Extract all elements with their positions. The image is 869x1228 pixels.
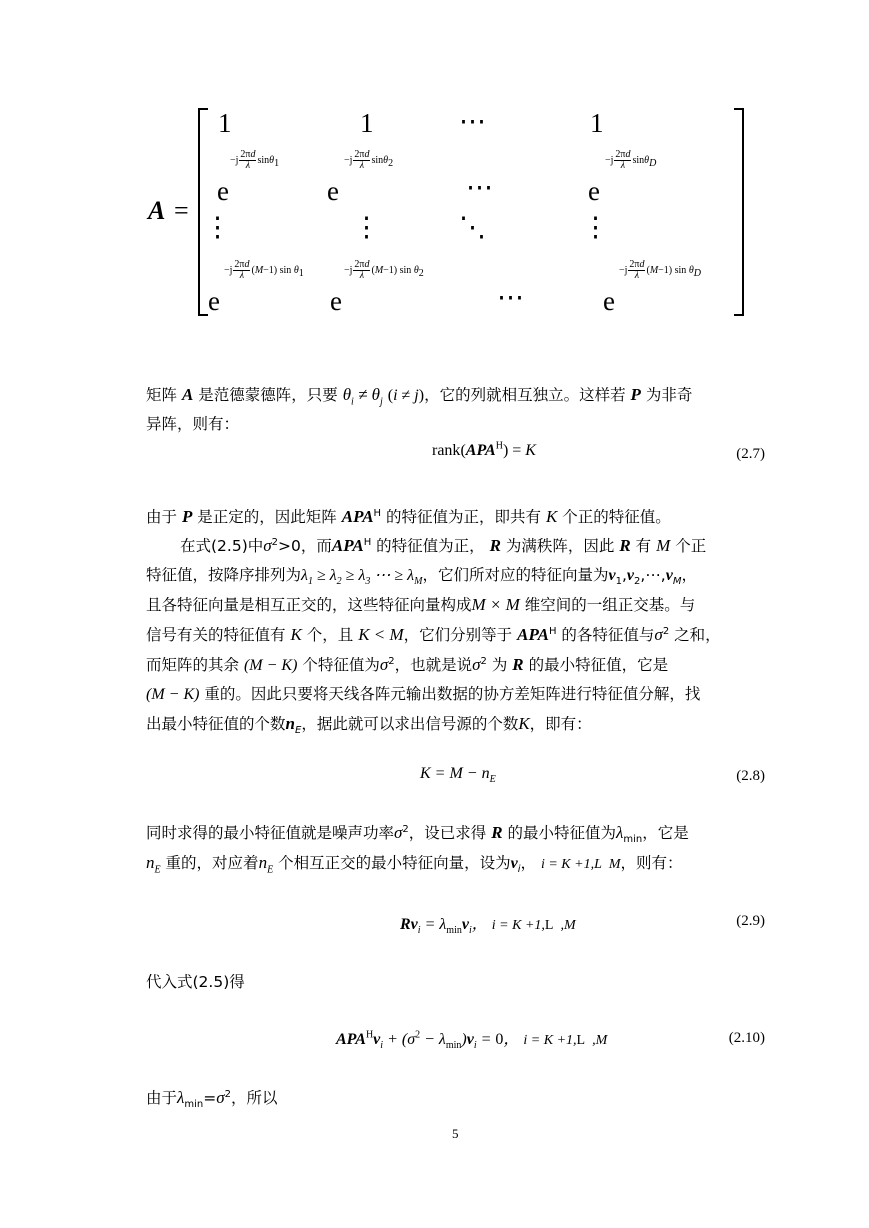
paragraph-4: 同时求得的最小特征值就是噪声功率$\sigma^2$，设已求得 R 的最小特征值为$\lambda_{min}$，它是 $n_E$ 重的，对应着$n_E$ 个相互正交的最小特征向量，设为$v_i$， i = K +1,L M，则有： <box>146 823 689 876</box>
equation-number-2-8: (2.8) <box>736 768 765 784</box>
matrix-r3c4: ⋮ <box>582 212 609 242</box>
matrix-r1c4: 1 <box>590 108 604 138</box>
matrix-right-bracket <box>734 108 744 316</box>
equation-2-9: $Rv_i = \lambda_{min}v_i$， i = K +1,L ,M <box>400 916 576 937</box>
paragraph-1: 矩阵 A 是范德蒙德阵，只要 $\theta_i \ne \theta_j$ (i ≠ j)，它的列就相互独立。这样若 P 为非奇 异阵，则有： <box>146 385 693 433</box>
equation-2-10: $APA^Hv_i + (\sigma^2 - \lambda_{min})v_i = 0$， i = K +1,L ,M <box>336 1029 608 1052</box>
matrix-lhs: A <box>148 196 166 225</box>
equation-2-7: $rank(APA^H) = K$ <box>432 440 536 459</box>
matrix-r3c1: ⋮ <box>204 212 231 242</box>
equation-number-2-9: (2.9) <box>736 913 765 929</box>
matrix-equals: = <box>174 196 189 225</box>
paragraph-3: 在式(2.5)中$\sigma^2>0$，而$APA^H$ 的特征值为正， R 为满秩阵，因此 R 有 M 个正 特征值，按降序排列为$\lambda_1 \ge \lambda_2 \ge \lambda_3$ ⋯ ≥ $\lambda_M$，它们所对应的特征向量为$v_1,v_2,\cdots,v_M$， 且各特征向量是相互正交的，这些特征向量构成M × M 维空间的一组正交基。与 信号有关的特征值有 K 个，且 K < M，它们分别等于 $APA^H$ 的各特征值与$\sigma^2$ 之和， 而矩阵的其余 (M − K) 个特征值为$\sigma^2$，也就是说$\sigma^2$ 为 R 的最小特征值，它是 (M − K) 重的。因此只要将天线各阵元输出数据的协方差矩阵进行特征值分解，找 出最小特征值的个数$n_E$，据此就可以求出信号源的个数K，即有： <box>146 536 721 737</box>
matrix-r1c2: 1 <box>360 108 374 138</box>
equation-2-8: $K = M - n_E$ <box>420 765 496 786</box>
equation-number-2-10: (2.10) <box>728 1030 765 1046</box>
matrix-r3c3: ⋱ <box>459 212 486 242</box>
paragraph-2: 由于 P 是正定的，因此矩阵 $APA^H$ 的特征值为正，即共有 K 个正的特征值。 <box>146 507 671 526</box>
matrix-r1c1: 1 <box>218 108 232 138</box>
matrix-r1c3: ⋯ <box>459 106 486 136</box>
matrix-r3c2: ⋮ <box>353 212 380 242</box>
paragraph-6: 由于$\lambda_{min}=\sigma^2$，所以 <box>146 1088 278 1111</box>
equation-number-2-7: (2.7) <box>736 446 765 462</box>
page-number: 5 <box>452 1126 459 1141</box>
matrix-r4c3: ⋯ <box>497 282 524 312</box>
paragraph-5: 代入式(2.5)得 <box>146 973 245 991</box>
matrix-r2c3: ⋯ <box>466 172 493 202</box>
